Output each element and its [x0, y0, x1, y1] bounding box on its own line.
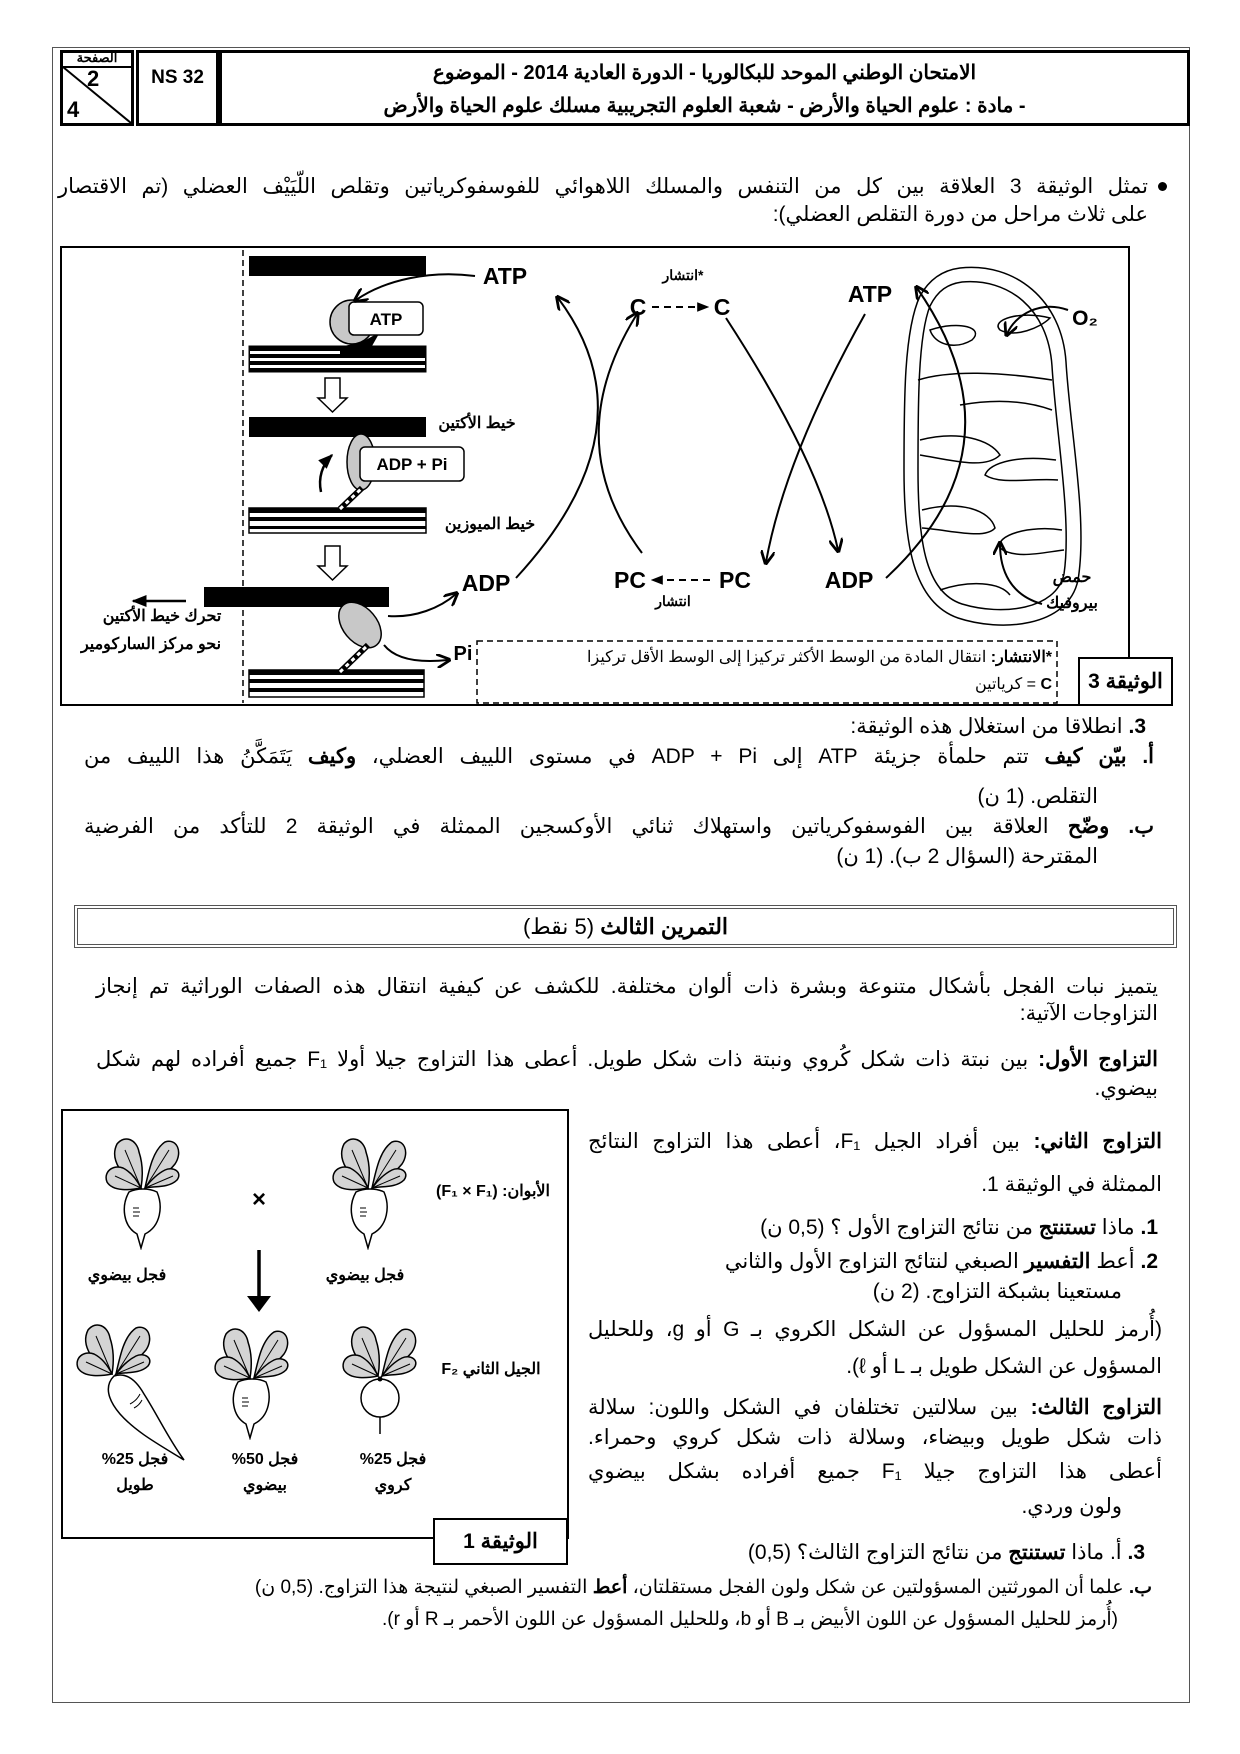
- long-name: طويل: [116, 1477, 154, 1494]
- creatine-left: C: [629, 294, 647, 320]
- cross2-line1: [588, 1129, 1162, 1155]
- page-number: 2: [87, 66, 100, 91]
- head-rotation-arrow: [320, 455, 332, 492]
- question3a-bold2: وكيف: [307, 745, 357, 768]
- cross3-text: بين سلالتين تختلفان في الشكل واللون: سلالة: [588, 1396, 1031, 1419]
- pyruvic-label-2: بيروفيك: [1046, 595, 1098, 612]
- question3b-cross-prefix: ب.: [1128, 1577, 1152, 1598]
- question3b-line1: [84, 814, 1154, 840]
- o2-arrow: [1007, 307, 1068, 334]
- adp-left-label: ADP: [461, 570, 511, 596]
- question3a-text1: تتم حلمأة جزيئة ATP إلى ADP + Pi في مستوى اللييف العضلي،: [356, 745, 1045, 768]
- question3a-cross-text-a: أ. ماذا: [1065, 1541, 1128, 1564]
- creatine-right: C: [713, 294, 731, 320]
- exercise3-intro-line2: التزاوجات الآتية:: [1019, 1002, 1158, 1025]
- question2-note2: المسؤول عن الشكل طويل بـ L أو ℓ).: [846, 1355, 1162, 1378]
- exam-title-line2: - مادة : علوم الحياة والأرض - شعبة العلوم التجريبية مسلك علوم الحياة والأرض: [383, 95, 1026, 117]
- doc1-label-box: [433, 1518, 568, 1565]
- question3a-cross-verb: تستنتج: [1008, 1541, 1066, 1564]
- o2-label: O₂: [1072, 307, 1098, 330]
- pc-to-c-arrow: [599, 314, 642, 553]
- c-to-adp-arrow: [726, 318, 838, 550]
- atp-binding-arrow: [356, 274, 475, 300]
- actin-filament-1: [249, 256, 426, 276]
- cross3-label: التزاوج الثالث:: [1030, 1396, 1162, 1419]
- creatine-definition: [975, 675, 1052, 695]
- actin-filament-2: [249, 417, 426, 437]
- movement-label-1: تحرك خيط الأكتين: [102, 608, 222, 625]
- stage-arrow-2: [318, 546, 347, 580]
- question3b-cross-note: (أُرمز للحليل المسؤول عن اللون الأبيض بـ B أو b، وللحليل المسؤول عن اللون الأحمر بـ R أو r).: [381, 1609, 1118, 1630]
- question3a-text2: يَتَمَكَّنُ هذا اللييف من: [84, 745, 308, 768]
- oval-name: بيضوي: [243, 1477, 287, 1494]
- parent-left-label: فجل بيضوي: [87, 1267, 167, 1284]
- movement-label-2: نحو مركز الساركومير: [80, 636, 222, 653]
- cross1-text: بين نبتة ذات شكل كُروي ونبتة ذات شكل طويل. أعطى هذا التزاوج جيلا أولا F₁ جميع أفراده لهم شكل: [96, 1048, 1039, 1071]
- question3-number: 3.: [1128, 715, 1146, 738]
- question1: [760, 1215, 1158, 1241]
- question3b-cross: [255, 1575, 1152, 1601]
- cross3-line4: ولون وردي.: [1021, 1495, 1122, 1518]
- question3a-prefix: أ. بيّن كيف: [1044, 745, 1155, 768]
- cross2-text: بين أفراد الجيل F₁، أعطى هذا التزاوج النتائج: [588, 1130, 1034, 1153]
- diffusion-top-label: *انتشار: [662, 267, 704, 283]
- parent-radish-left: [106, 1139, 179, 1248]
- question2-text-b: الصبغي لنتائج التزاوج الأول والثاني: [724, 1250, 1025, 1273]
- cross1-line1: [96, 1047, 1158, 1073]
- exercise3-points: (5 نقط): [522, 914, 601, 939]
- adp-pi-box-label: ADP + Pi: [376, 455, 448, 474]
- diffusion-term: *الانتشار:: [990, 649, 1052, 666]
- adp-to-atp-arrow: [516, 298, 598, 578]
- myosin-label: خيط الميوزين: [444, 516, 536, 533]
- offspring-arrow-head: [247, 1296, 271, 1312]
- question3-heading: [850, 714, 1146, 740]
- f2-radish-long: [77, 1325, 184, 1460]
- question3a-line1: [84, 744, 1154, 770]
- doc3-intro-line1: تمثل الوثيقة 3 العلاقة بين كل من التنفس والمسلك اللاهوائي للفوسفوكرياتين وتقلص اللّيَيْف العضلي (تم الاقتصار: [58, 175, 1148, 198]
- cross2-line2: الممثلة في الوثيقة 1.: [981, 1173, 1162, 1196]
- question2-note1: (أُرمز للحليل المسؤول عن الشكل الكروي بـ G أو g، وللحليل: [588, 1318, 1162, 1341]
- cross2-label: التزاوج الثاني:: [1033, 1130, 1162, 1153]
- question3a-cross-text-b: من نتائج التزاوج الثالث؟ (0,5): [747, 1541, 1009, 1564]
- parent-right-label: فجل بيضوي: [325, 1267, 405, 1284]
- question3a-line2: التقلص. (1 ن): [977, 785, 1098, 808]
- myosin-filament-3: [249, 645, 424, 697]
- round-name: كروي: [374, 1477, 412, 1494]
- f2-radish-oval: [215, 1329, 288, 1438]
- creatine-def: = كرياتين: [974, 676, 1041, 693]
- atp-left-label: ATP: [482, 263, 528, 289]
- question3b-prefix: ب. وضّح: [1067, 815, 1155, 838]
- pc-left-label: PC: [614, 567, 646, 593]
- atp-box-label: ATP: [369, 310, 403, 329]
- diffusion-definition: [587, 648, 1052, 668]
- doc3-frame: [61, 247, 1129, 705]
- exercise3-intro-line1: يتميز نبات الفجل بأشكال متنوعة وبشرة ذات ألوان مختلفة. للكشف عن كيفية انتقال هذه الصفات الوراثية تم إنجاز: [96, 975, 1158, 998]
- doc3-label: الوثيقة 3: [1088, 670, 1163, 693]
- pc-right-label: PC: [719, 567, 751, 593]
- question1-text-a: ماذا: [1095, 1216, 1141, 1239]
- page-label: الصفحة: [76, 50, 118, 65]
- exam-code: NS 32: [151, 67, 204, 88]
- question3b-cross-text-a: علما أن المورثتين المسؤولتين عن شكل ولون الفجل مستقلتان،: [627, 1577, 1129, 1598]
- question3a-cross-number: 3.: [1127, 1541, 1145, 1564]
- question3b-line2: المقترحة (السؤال 2 ب). (1 ن): [836, 845, 1098, 868]
- atp-to-pc-arrow: [766, 314, 865, 562]
- long-percent: فجل 25%: [101, 1451, 169, 1468]
- cross3-line1: [588, 1395, 1162, 1421]
- oval-percent: فجل 50%: [231, 1451, 299, 1468]
- question2-number: 2.: [1140, 1250, 1158, 1273]
- round-percent: فجل 25%: [359, 1451, 427, 1468]
- exercise3-title: [523, 914, 728, 939]
- question2-line2: مستعينا بشبكة التزاوج. (2 ن): [872, 1280, 1122, 1303]
- cross1-line2: بيضوي.: [1094, 1077, 1158, 1100]
- doc1-label: الوثيقة 1: [463, 1530, 538, 1553]
- cross3-line3: أعطى هذا التزاوج جيلا F₁ جميع أفراده بشكل بيضوي: [588, 1460, 1162, 1483]
- diffusion-def: انتقال المادة من الوسط الأكثر تركيزا إلى الوسط الأقل تركيزا: [587, 649, 991, 666]
- doc3-intro-line2: على ثلاث مراحل من دورة التقلص العضلي):: [772, 203, 1148, 226]
- diffusion-bottom-label: انتشار: [655, 593, 691, 609]
- f2-label: الجيل الثاني F₂: [441, 1361, 541, 1378]
- exam-title-line1: الامتحان الوطني الموحد للبكالوريا - الدورة العادية 2014 - الموضوع: [432, 62, 977, 84]
- exercise3-title-box: [74, 905, 1177, 948]
- stage-arrow-1: [318, 378, 347, 412]
- mitochondria-atp-arrow: [886, 288, 965, 578]
- parents-label: الأبوان: (F₁ × F₁): [436, 1183, 550, 1200]
- adp-release-arrow: [388, 594, 456, 616]
- question2-text-a: أعط: [1090, 1250, 1141, 1273]
- doc3-label-box: [1078, 657, 1173, 706]
- page-total: 4: [67, 97, 80, 122]
- question2-verb: التفسير: [1024, 1250, 1091, 1273]
- question2-line1: [725, 1249, 1158, 1275]
- atp-right-label: ATP: [847, 281, 893, 307]
- exercise3-title-text: التمرين الثالث: [600, 914, 729, 939]
- adp-right-label: ADP: [824, 567, 874, 593]
- pi-release-arrow: [384, 645, 448, 661]
- question3b-cross-text-b: التفسير الصبغي لنتيجة هذا التزاوج. (0,5 ن): [254, 1577, 593, 1598]
- cross3-line2: ذات شكل طويل وبيضاء، وسلالة ذات شكل كروي وحمراء.: [588, 1426, 1162, 1449]
- question1-number: 1.: [1140, 1216, 1158, 1239]
- question3b-text1: العلاقة بين الفوسفوكرياتين واستهلاك ثنائي الأوكسجين الممثلة في الوثيقة 2 للتأكد من الفرضية: [84, 815, 1068, 838]
- myosin-filament-2: [249, 488, 426, 533]
- question1-verb: تستنتج: [1038, 1216, 1096, 1239]
- pi-label: Pi: [453, 643, 473, 665]
- creatine-symbol: C: [1040, 676, 1052, 693]
- cross-symbol: ×: [251, 1186, 267, 1213]
- cross1-label: التزاوج الأول:: [1038, 1048, 1158, 1071]
- question3a-cross: [748, 1540, 1145, 1566]
- actin-label: خيط الأكتين: [438, 415, 516, 432]
- question1-text-b: من نتائج التزاوج الأول ؟ (0,5 ن): [760, 1216, 1039, 1239]
- question3b-cross-verb: أعط: [592, 1577, 628, 1598]
- f2-radish-round: [343, 1327, 416, 1434]
- parent-radish-right: [333, 1139, 406, 1248]
- question3-heading-text: انطلاقا من استغلال هذه الوثيقة:: [850, 715, 1129, 738]
- pyruvic-label-1: حمض: [1052, 569, 1092, 586]
